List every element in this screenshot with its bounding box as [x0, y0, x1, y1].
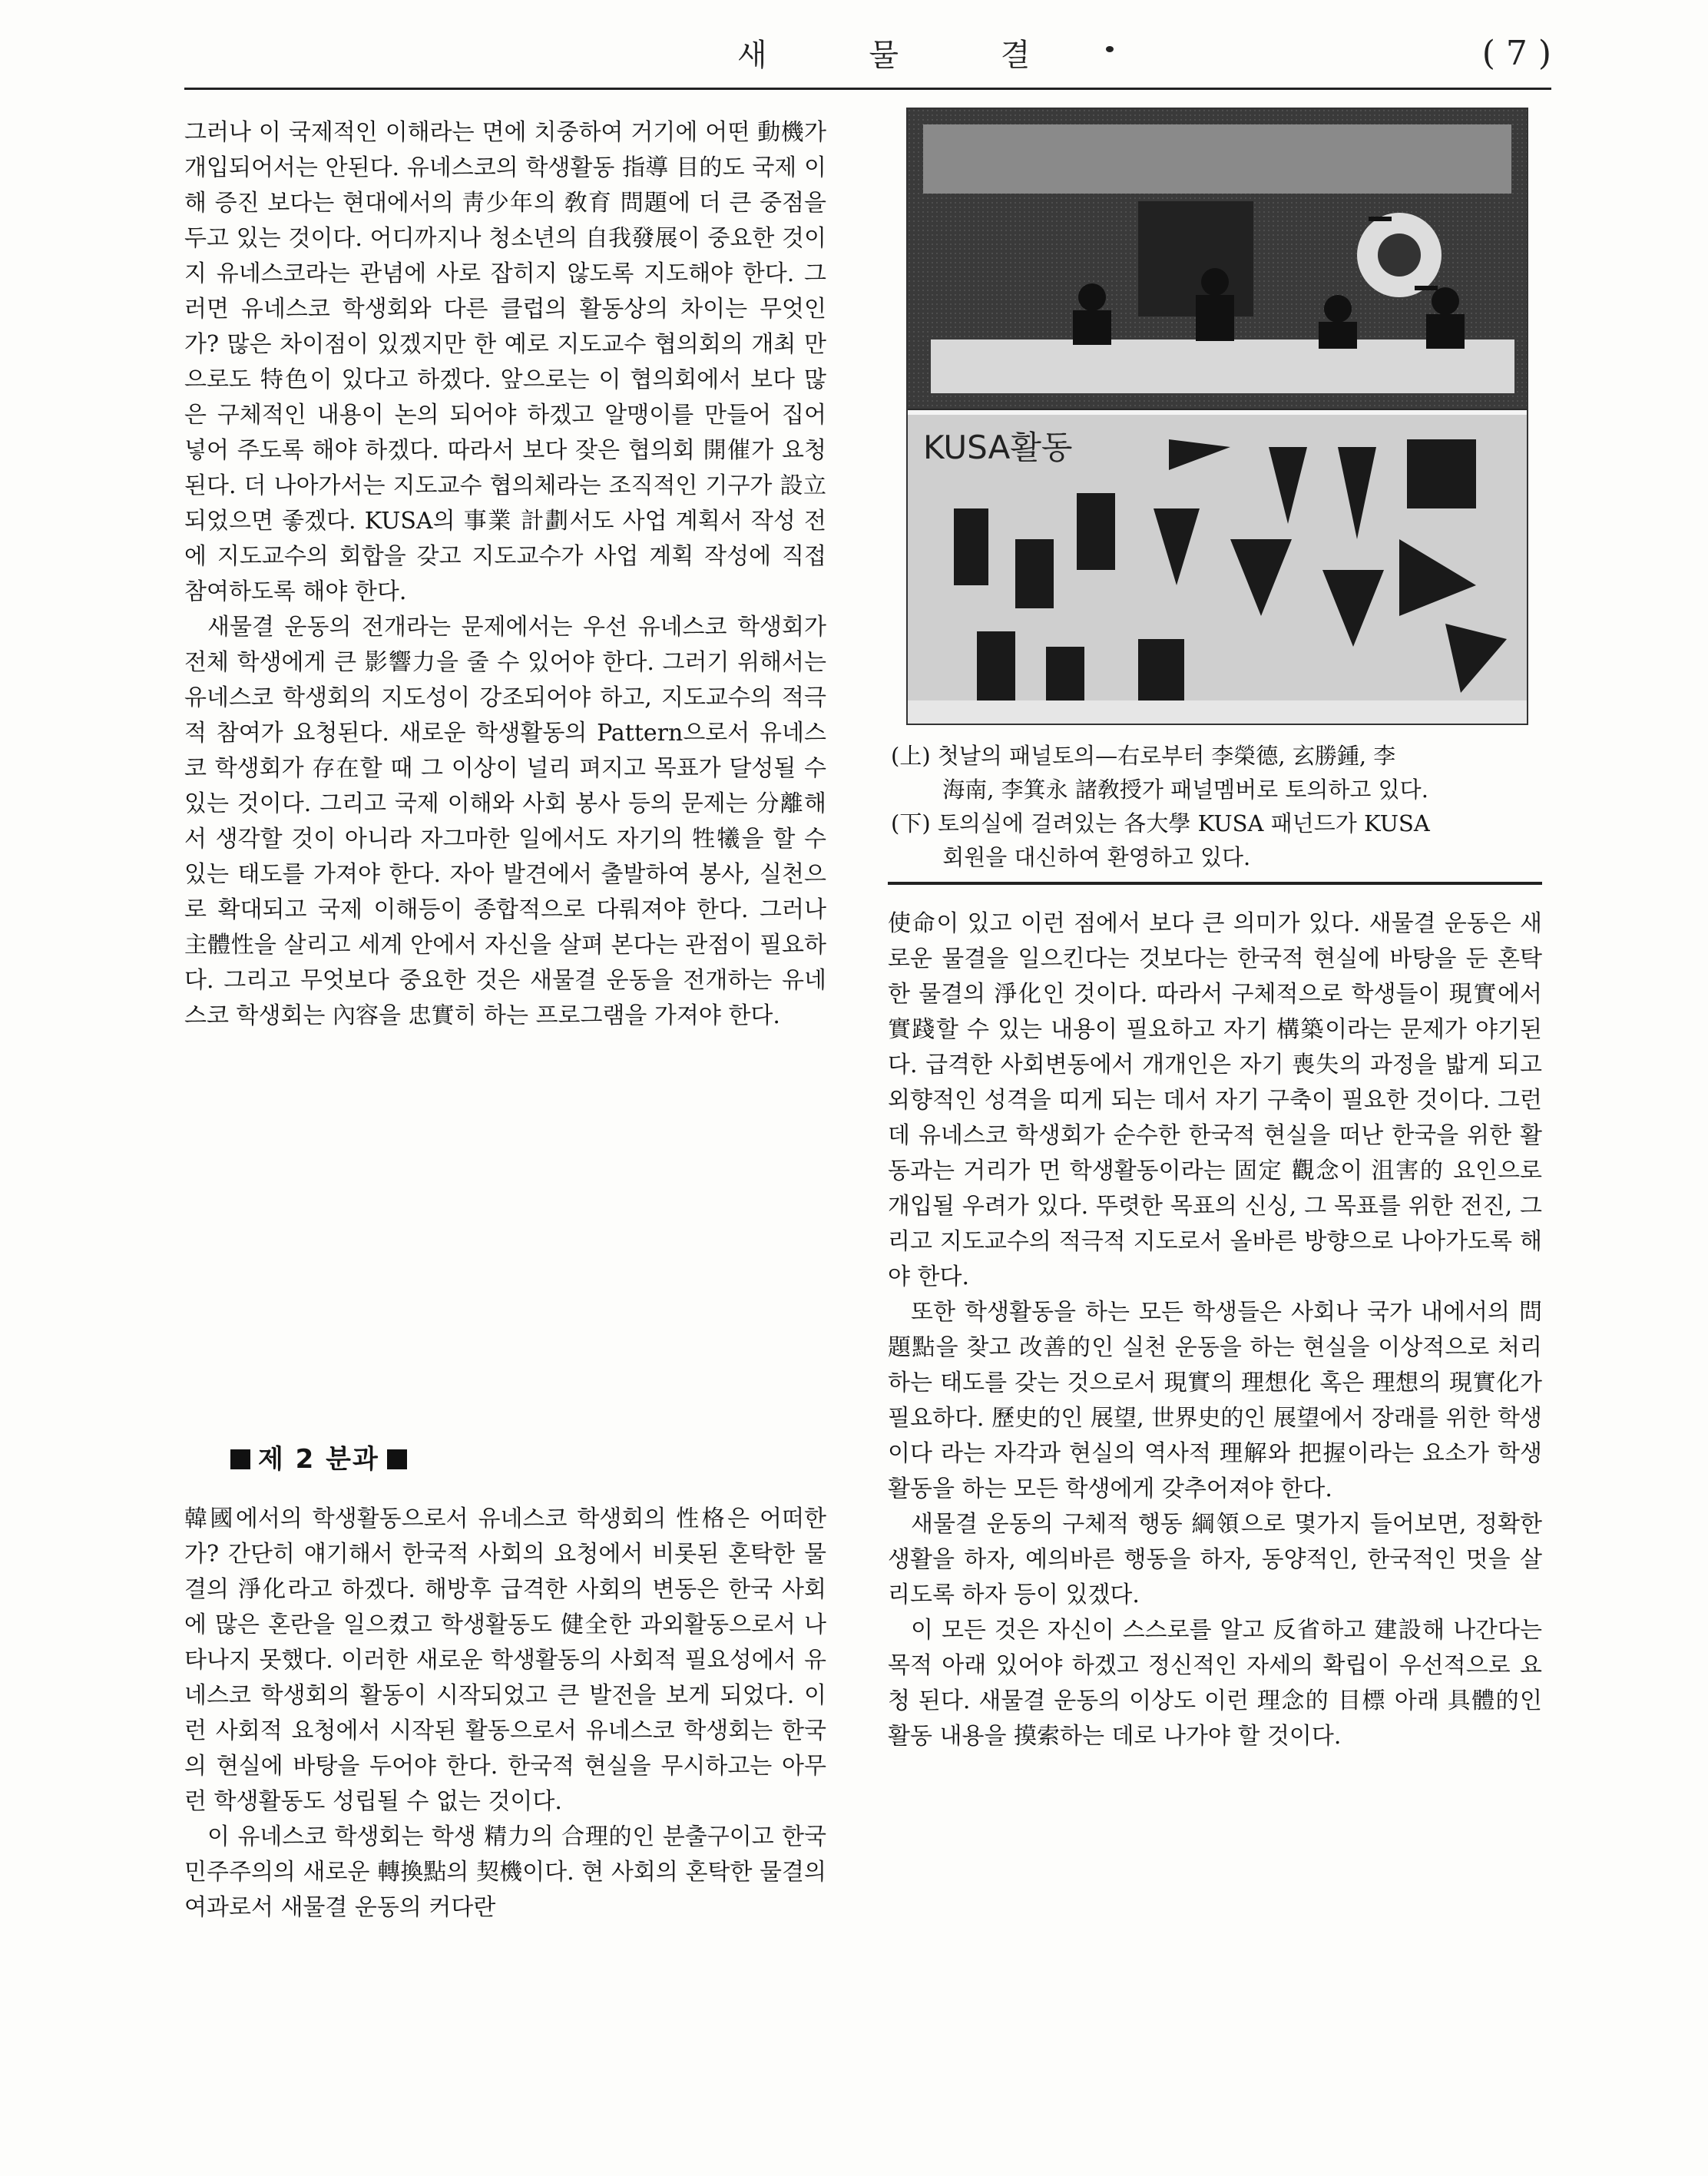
- page-number: ( 7 ): [1481, 34, 1551, 73]
- right-column: [888, 906, 1542, 1754]
- banner-text: KUSA활동: [923, 429, 1073, 466]
- paragraph: 새물결 운동의 전개라는 문제에서는 우선 유네스코 학생회가 전체 학생에게 큰 影響力을 줄 수 있어야 한다. 그러기 위해서는 유네스코 학생회의 지도성이 강조되어야 하고, 지도교수의 적극적 참여가 요청된다. 새로운 학생활동의 Pattern으로서 유네스코 학생회가 存在할 때 그 이상이 널리 펴지고 목표가 달성될 수 있는 것이다. 그리고 국제 이해와 사회 봉사 등의 문제는 分離해서 생각할 것이 아니라 자그마한 일에서도 자기의 牲犧을 할 수 있는 태도를 가져야 한다. 자아 발견에서 출발하여 봉사, 실천으로 확대되고 국제 이해등이 종합적으로 다뤄져야 한다. 그러나 主體性을 살리고 세계 안에서 자신을 살펴 본다는 관점이 필요하다. 그리고 무엇보다 중요한 것은 새물결 운동을 전개하는 유네스코 학생회는 內容을 忠實히 하는 프로그램을 가져야 한다.: [184, 614, 826, 1029]
- publication-title: 새 물 결: [737, 38, 1077, 73]
- photo-caption: [891, 739, 1536, 874]
- caption-line: 海南, 李箕永 諸敎授가 패널멤버로 토의하고 있다.: [891, 777, 1428, 803]
- paragraph: 그러나 이 국제적인 이해라는 면에 치중하여 거기에 어떤 動機가 개입되어서는 안된다. 유네스코의 학생활동 指導 目的도 국제 이해 증진 보다는 현대에서의 靑少年의 敎育 問題에 더 큰 중점을 두고 있는 것이다. 어디까지나 청소년의 自我發展이 중요한 것이지 유네스코라는 관념에 사로 잡히지 않도록 지도해야 한다. 그러면 유네스코 학생회와 다른 클럽의 활동상의 차이는 무엇인가? 많은 차이점이 있겠지만 한 예로 지도교수 협의회의 개최 만으로도 特色이 있다고 하겠다. 앞으로는 이 협의회에서 보다 많은 구체적인 내용이 논의 되어야 하겠고 알맹이를 만들어 집어 넣어 주도록 해야 하겠다. 따라서 보다 잦은 협의회 開催가 요청된다. 더 나아가서는 지도교수 협의체라는 조직적인 기구가 設立되었으면 좋겠다. KUSA의 事業 計劃서도 사업 계획서 작성 전에 지도교수의 회합을 갖고 지도교수가 사업 계획 작성에 직접 참여하도록 해야 한다.: [184, 119, 826, 605]
- square-bullet-icon: [230, 1449, 250, 1469]
- square-bullet-icon: [387, 1449, 407, 1469]
- paragraph: 이 유네스코 학생회는 학생 精力의 合理的인 분출구이고 한국 민주주의의 새로운 轉換點의 契機이다. 현 사회의 혼탁한 물결의 여과로서 새물결 운동의 커다란: [184, 1823, 826, 1921]
- caption-line: (下) 토의실에 걸려있는 各大學 KUSA 패넌드가 KUSA: [891, 810, 1430, 836]
- paragraph: 이 모든 것은 자신이 스스로를 알고 反省하고 建設해 나간다는 목적 아래 있어야 하겠고 정신적인 자세의 확립이 우선적으로 요청 된다. 새물결 운동의 이상도 이런 理念的 目標 아래 具體的인 활동 내용을 摸索하는 데로 나가야 할 것이다.: [888, 1617, 1542, 1750]
- photo-illustration: [908, 109, 1527, 724]
- section-heading: [223, 1438, 415, 1476]
- section-title: 제 2 분과: [258, 1444, 379, 1475]
- left-column-bottom: [184, 1502, 826, 1926]
- left-column-top: [184, 115, 826, 1034]
- paragraph: 韓國에서의 학생활동으로서 유네스코 학생회의 性格은 어떠한가? 간단히 얘기해서 한국적 사회의 요청에서 비롯된 혼탁한 물결의 淨化라고 하겠다. 해방후 급격한 사회의 변동은 한국 사회에 많은 혼란을 일으켰고 학생활동도 健全한 과외활동으로서 나타나지 못했다. 이러한 새로운 학생활동의 사회적 필요성에서 유네스코 학생회의 활동이 시작되었고 큰 발전을 보게 되었다. 이런 사회적 요청에서 시작된 활동으로서 유네스코 학생회는 한국의 현실에 바탕을 두어야 한다. 한국적 현실을 무시하고는 아무런 학생활동도 성립될 수 없는 것이다.: [184, 1505, 826, 1815]
- page-header: [184, 31, 1551, 92]
- ink-dot: [1106, 46, 1114, 52]
- caption-rule: [888, 882, 1542, 885]
- paragraph: 새물결 운동의 구체적 행동 綱領으로 몇가지 들어보면, 정확한 생활을 하자, 예의바른 행동을 하자, 동양적인, 한국적인 멋을 살리도록 하자 등이 있겠다.: [888, 1511, 1542, 1608]
- caption-line: 회원을 대신하여 환영하고 있다.: [891, 844, 1251, 870]
- caption-line: (上) 첫날의 패널토의—右로부터 李榮德, 玄勝鍾, 李: [891, 743, 1396, 769]
- news-photo: [906, 108, 1528, 725]
- header-rule: [184, 88, 1551, 90]
- paragraph: 또한 학생활동을 하는 모든 학생들은 사회나 국가 내에서의 問題點을 찾고 改善的인 실천 운동을 하는 현실을 이상적으로 처리하는 태도를 갖는 것으로서 現實의 理想化 혹은 理想의 現實化가 필요하다. 歷史的인 展望, 世界史的인 展望에서 장래를 위한 학생이다 라는 자각과 현실의 역사적 理解와 把握이라는 요소가 학생활동을 하는 모든 학생에게 갖추어져야 한다.: [888, 1299, 1542, 1502]
- paragraph: 使命이 있고 이런 점에서 보다 큰 의미가 있다. 새물결 운동은 새로운 물결을 일으킨다는 것보다는 한국적 현실에 바탕을 둔 혼탁한 물결의 淨化인 것이다. 따라서 구체적으로 학생들이 現實에서 實踐할 수 있는 내용이 필요하고 자기 構築이라는 문제가 야기된다. 급격한 사회변동에서 개개인은 자기 喪失의 과정을 밟게 되고 외향적인 성격을 띠게 되는 데서 자기 구축이 필요한 것이다. 그런데 유네스코 학생회가 순수한 한국적 현실을 떠난 한국을 위한 활동과는 거리가 먼 학생활동이라는 固定 觀念이 沮害的 요인으로 개입될 우려가 있다. 뚜렷한 목표의 신싱, 그 목표를 위한 전진, 그리고 지도교수의 적극적 지도로서 올바른 방향으로 나아가도록 해야 한다.: [888, 910, 1542, 1290]
